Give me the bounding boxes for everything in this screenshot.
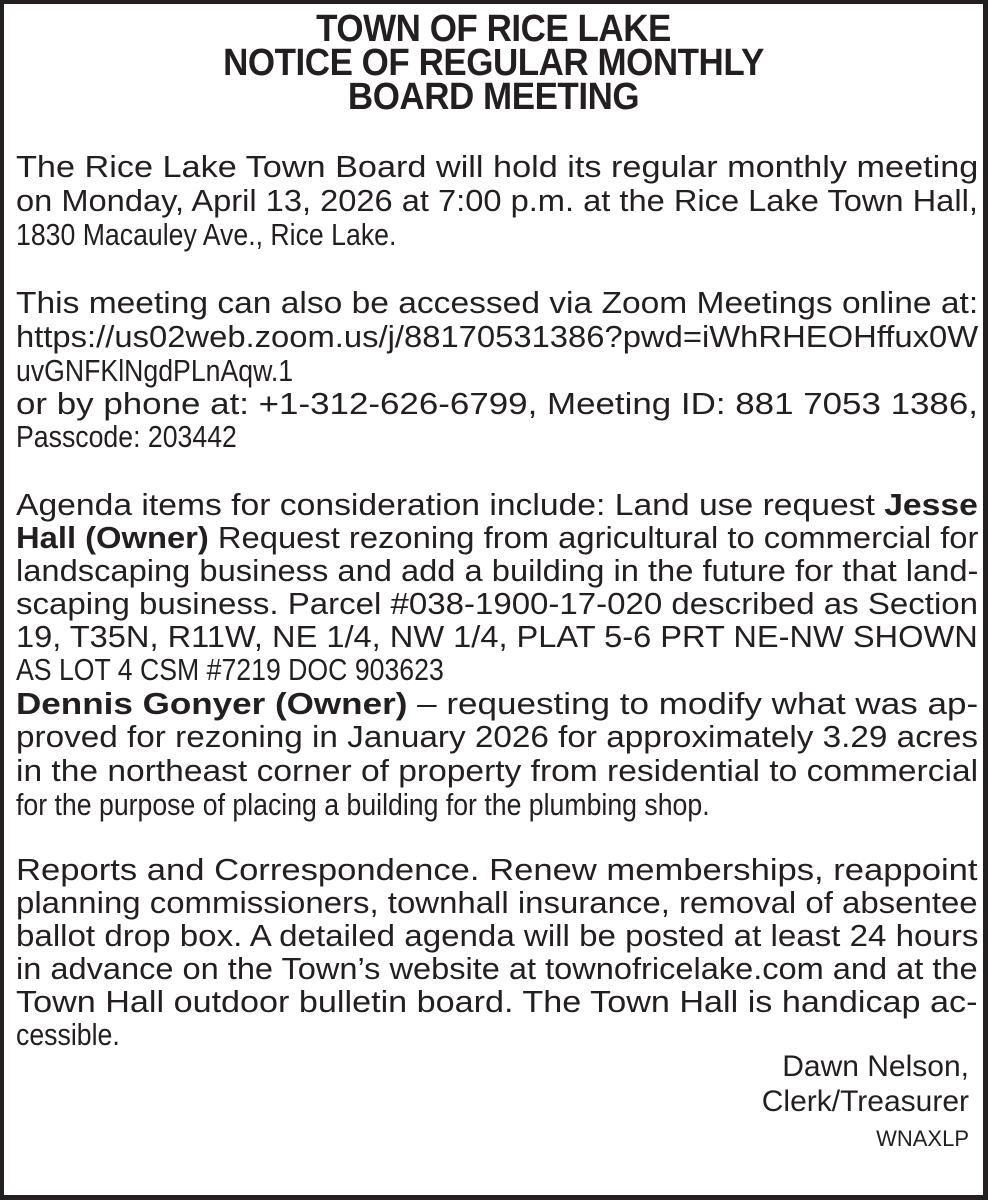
- reports-line-1: Reports and Correspondence. Renew memberships, reappoint: [16, 852, 978, 887]
- agenda-line-8: proved for rezoning in January 2026 for approximately 3.29 acres: [16, 719, 979, 754]
- passcode-line: Passcode: 203442: [16, 419, 237, 454]
- signature-title: Clerk/Treasurer: [761, 1085, 969, 1118]
- agenda-intro-text: Agenda items for consideration include: Land use request: [16, 487, 885, 522]
- reports-line-2: planning commissioners, townhall insurance, removal of absentee: [16, 885, 978, 920]
- phone-line: or by phone at: +1-312-626-6799, Meeting ID: 881 7053 1386,: [16, 386, 978, 421]
- owner-name-jesse: Jesse: [884, 487, 978, 522]
- reports-line-3: ballot drop box. A detailed agenda will be posted at least 24 hours: [16, 918, 979, 953]
- agenda-line-4: scaping business. Parcel #038-1900-17-020 described as Section: [16, 586, 979, 621]
- meeting-line-1: The Rice Lake Town Board will hold its regular monthly meeting: [16, 149, 979, 184]
- agenda-line-5: 19, T35N, R11W, NE 1/4, NW 1/4, PLAT 5-6 PRT NE-NW SHOWN: [16, 619, 978, 654]
- zoom-url-line-1[interactable]: https://us02web.zoom.us/j/88170531386?pwd=iWhRHEOHffux0W: [16, 319, 979, 354]
- meeting-line-2: on Monday, April 13, 2026 at 7:00 p.m. at the Rice Lake Town Hall,: [16, 183, 978, 218]
- reports-line-5: Town Hall outdoor bulletin board. The Town Hall is handicap ac-: [16, 984, 978, 1019]
- owner-name-hall: Hall (Owner): [16, 520, 209, 555]
- agenda-line-3: landscaping business and add a building in the future for that land-: [16, 553, 979, 588]
- agenda-request-text: Request rezoning from agricultural to commercial for: [208, 520, 979, 555]
- reports-line-6: cessible.: [16, 1017, 120, 1052]
- headline-line-3: BOARD MEETING: [347, 76, 640, 118]
- agenda-line-2: [16, 521, 978, 554]
- reports-line-4: in advance on the Town’s website at townofricelake.com and at the: [16, 951, 978, 986]
- agenda-line-7: [16, 687, 978, 720]
- owner-name-dennis: Dennis Gonyer (Owner): [16, 686, 408, 721]
- agenda-modify-text: – requesting to modify what was ap-: [407, 686, 979, 721]
- headline-line-2: NOTICE OF REGULAR MONTHLY: [223, 42, 764, 84]
- notice-headline: [4, 8, 983, 118]
- agenda-line-1: [16, 488, 978, 521]
- agenda-line-6: AS LOT 4 CSM #7219 DOC 903623: [16, 652, 444, 687]
- agenda-line-10: for the purpose of placing a building for the plumbing shop.: [16, 787, 710, 822]
- headline-line-1: TOWN OF RICE LAKE: [316, 8, 671, 50]
- meeting-line-3: 1830 Macauley Ave., Rice Lake.: [16, 217, 397, 252]
- zoom-intro: This meeting can also be accessed via Zoom Meetings online at:: [16, 285, 979, 320]
- signature-name: Dawn Nelson,: [782, 1050, 969, 1083]
- zoom-url-line-2[interactable]: uvGNFKlNgdPLnAqw.1: [16, 353, 294, 388]
- publication-code: WNAXLP: [876, 1126, 969, 1151]
- agenda-line-9: in the northeast corner of property from residential to commercial: [16, 753, 979, 788]
